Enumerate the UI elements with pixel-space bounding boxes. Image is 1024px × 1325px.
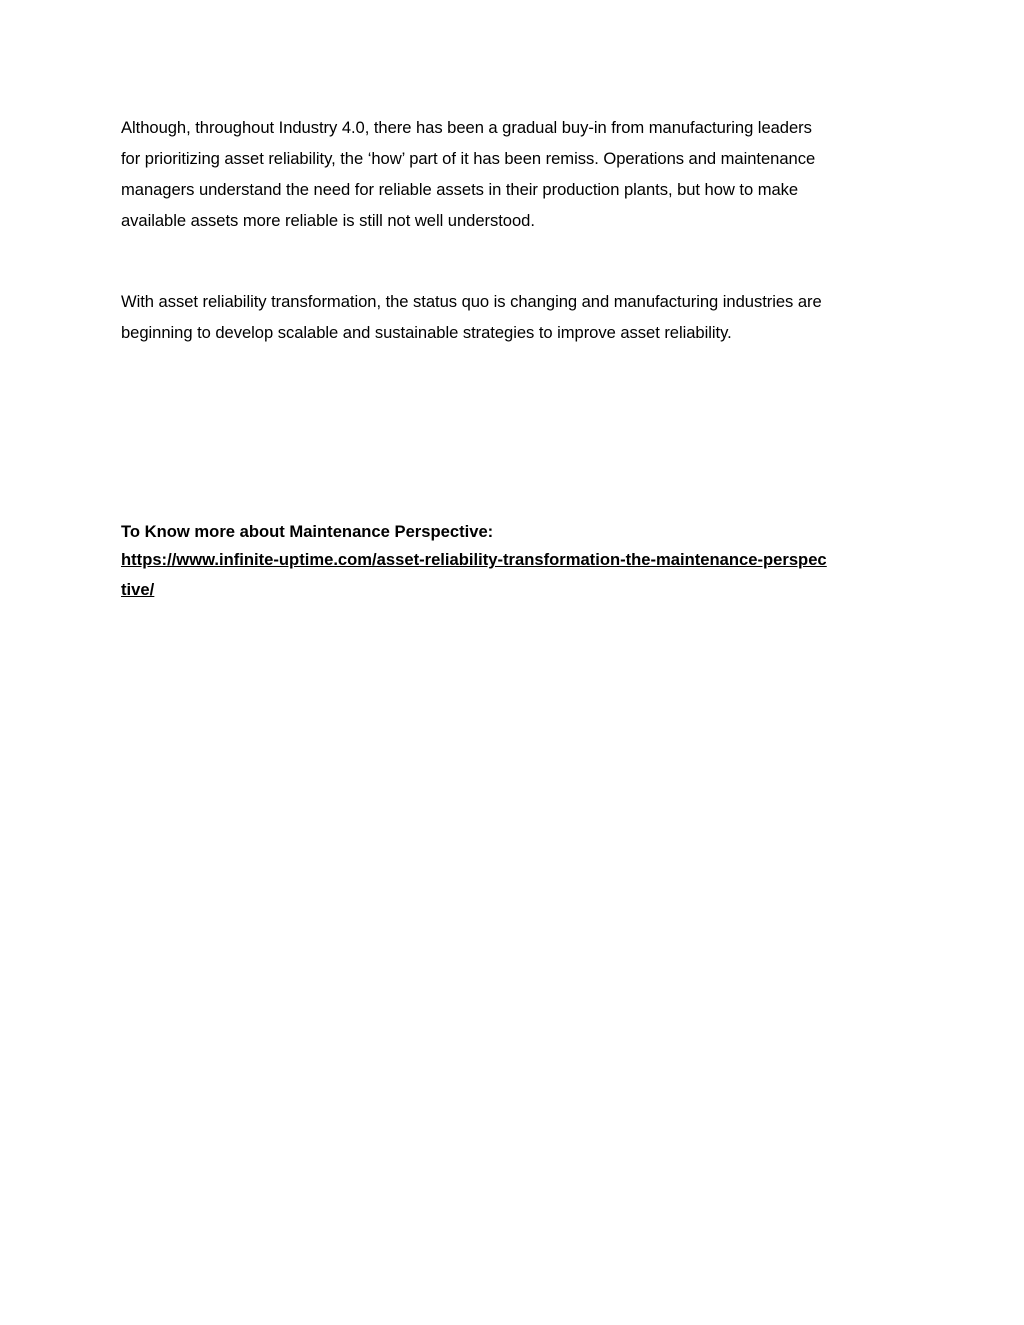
paragraph-line: for prioritizing asset reliability, the ‘how’ part of it has been remiss. Operations and maintenance bbox=[121, 149, 816, 168]
more-info-heading: To Know more about Maintenance Perspective: bbox=[121, 522, 494, 541]
link-line[interactable]: https://www.infinite-uptime.com/asset-reliability-transformation-the-maintenance-perspec bbox=[121, 550, 827, 569]
paragraph-line: With asset reliability transformation, the status quo is changing and manufacturing industries are bbox=[121, 292, 822, 311]
paragraph-line: beginning to develop scalable and sustainable strategies to improve asset reliability. bbox=[121, 323, 732, 342]
paragraph-line: available assets more reliable is still not well understood. bbox=[121, 211, 535, 230]
paragraph-line: managers understand the need for reliable assets in their production plants, but how to make bbox=[121, 180, 799, 199]
maintenance-perspective-link[interactable] bbox=[121, 545, 901, 605]
body-paragraph-1 bbox=[121, 112, 911, 236]
body-paragraph-2 bbox=[121, 286, 911, 348]
link-line[interactable]: tive/ bbox=[121, 580, 155, 599]
paragraph-line: Although, throughout Industry 4.0, there has been a gradual buy-in from manufacturing leaders bbox=[121, 118, 812, 137]
